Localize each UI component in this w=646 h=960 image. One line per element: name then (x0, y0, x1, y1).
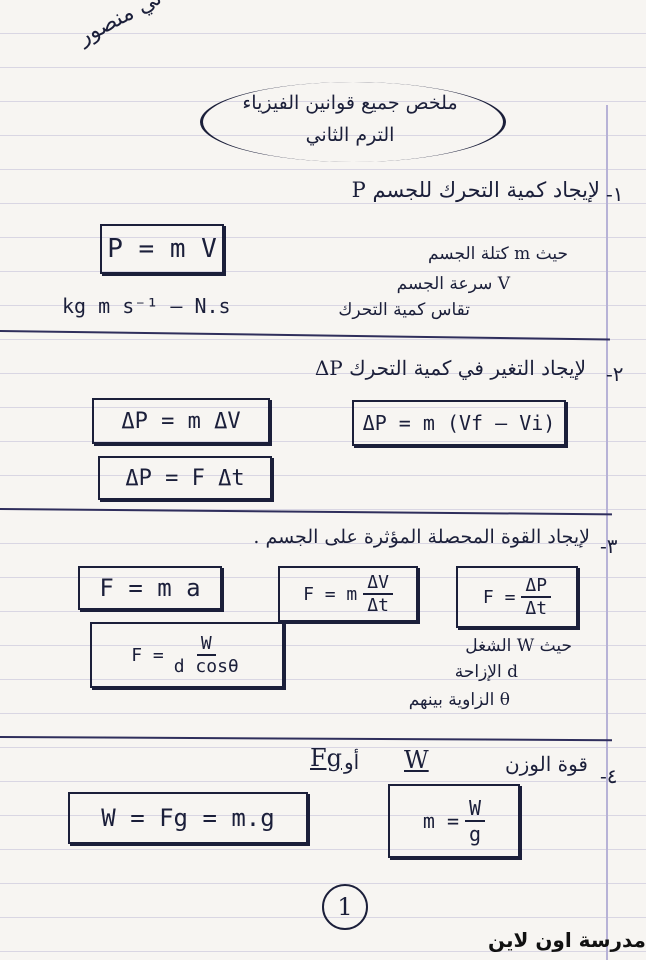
weight-symbol-fg: Fg (310, 744, 343, 772)
formula-f-ma: F = m a (78, 566, 222, 610)
page-subtitle: الترم الثاني (305, 124, 395, 146)
note-angle: θ الزاوية بينهم (408, 690, 510, 710)
formula-m-w-g: m = $\frac{W}{g}$ (388, 784, 520, 858)
site-watermark: مدرسة اون لاين (488, 928, 646, 952)
formula-dp-mdv: ΔP = m ΔV (92, 398, 270, 444)
note-velocity: V سرعة الجسم (396, 274, 510, 294)
section-2-heading: لإيجاد التغير في كمية التحرك ΔP (314, 356, 586, 380)
unit-value: kg m s⁻¹ – N.s (62, 294, 231, 318)
frac-num: W (197, 633, 216, 656)
section-4-number: -٤ (600, 764, 618, 788)
formula-w-fg-mg: W = Fg = m.g (68, 792, 308, 844)
frac-den: g (469, 822, 482, 846)
formula-dp-fdt: ΔP = F Δt (98, 456, 272, 500)
frac-den: d cosθ (173, 656, 239, 677)
section-2-number: -٢ (606, 362, 624, 386)
formula-f-dp-dt: F = $\frac{\Delta P}{\Delta t}$ (456, 566, 578, 628)
page-title: ملخص جميع قوانين الفيزياء (242, 92, 458, 114)
margin-line (606, 105, 608, 960)
section-1-heading: لإيجاد كمية التحرك للجسم P (351, 178, 600, 202)
frac-den: Δt (525, 598, 548, 619)
frac-num: ΔV (363, 572, 393, 595)
section-4-heading: قوة الوزن (504, 752, 588, 776)
weight-or: أو (344, 750, 360, 774)
formula-f-w-dcos: F = $\frac{W}{\text{d cosθ}}$ (90, 622, 284, 688)
page-number (322, 884, 368, 930)
formula-f-mdv-dt: F = m $\frac{\Delta V}{\Delta t}$ (278, 566, 418, 622)
frac-num: W (465, 796, 485, 822)
note-mass: حيث m كتلة الجسم (427, 244, 568, 264)
formula-dp-vf-vi: ΔP = m (Vf – Vi) (352, 400, 566, 446)
section-1-number: -١ (606, 182, 624, 206)
note-displacement: d الإزاحة (454, 662, 518, 682)
section-3-heading: لإيجاد القوة المحصلة المؤثرة على الجسم . (253, 526, 590, 548)
frac-num: ΔP (521, 575, 551, 598)
section-3-number: -٣ (600, 534, 618, 558)
weight-symbol-w: W (404, 746, 429, 774)
formula-p-mv: P = m V (100, 224, 224, 274)
page-number-label: 1 (337, 893, 353, 921)
note-unit-label: تقاس كمية التحرك (338, 300, 470, 320)
frac-den: Δt (367, 595, 389, 616)
note-work: حيث W الشغل (465, 636, 572, 656)
